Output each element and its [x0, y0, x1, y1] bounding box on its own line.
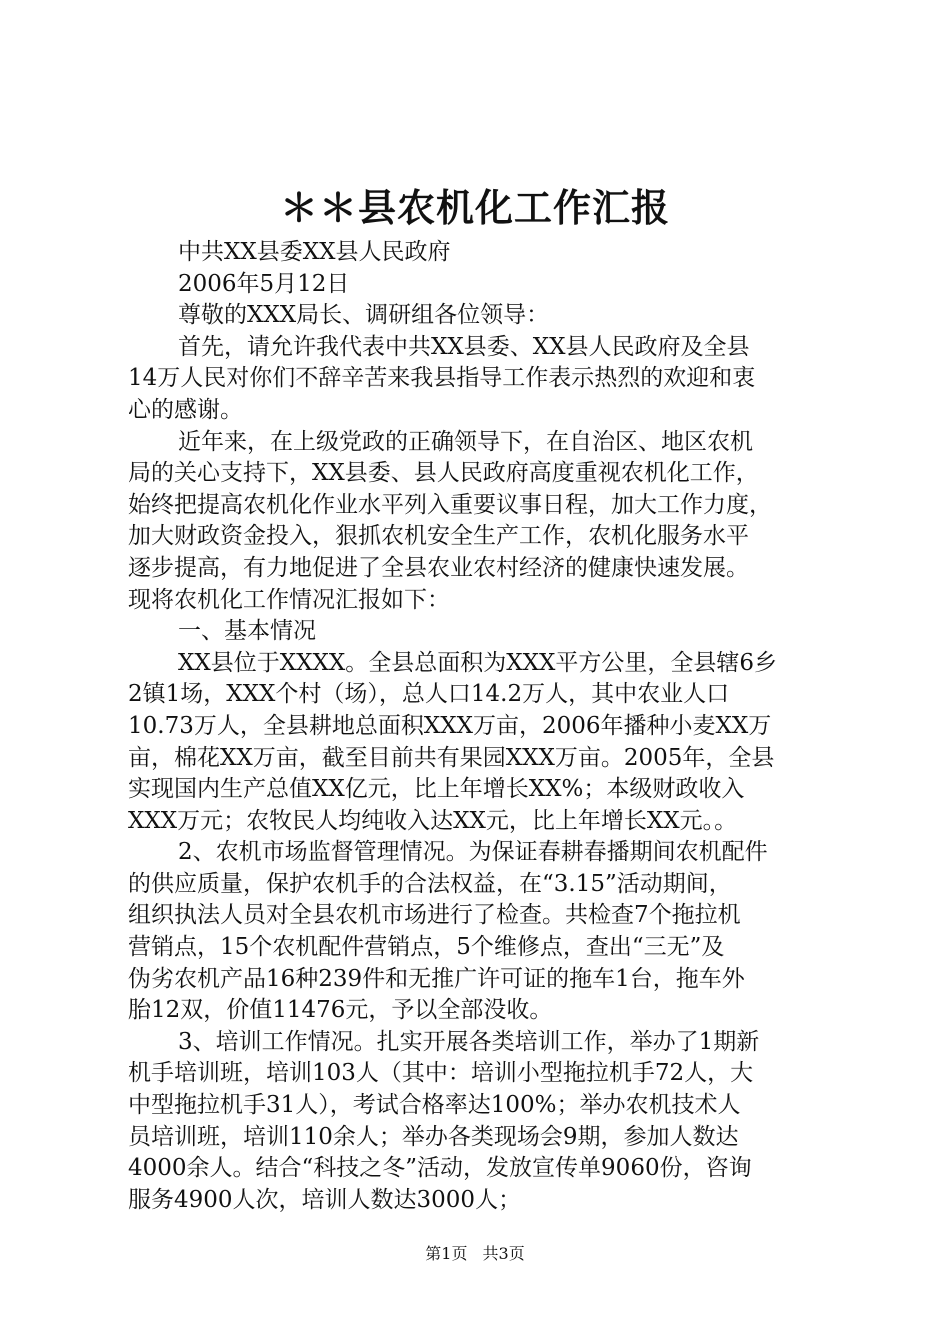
text-line: 2镇1场，XXX个村（场），总人口14.2万人，其中农业人口 — [128, 681, 730, 708]
text-line: 始终把提高农机化作业水平列入重要议事日程，加大工作力度， — [128, 491, 772, 518]
page-total: 共3页 — [482, 1244, 525, 1263]
text-line: 胎12双，价值11476元，予以全部没收。 — [128, 997, 553, 1024]
text-line: 中型拖拉机手31人），考试合格率达100%；举办农机技术人 — [128, 1092, 741, 1119]
text-line: 2、农机市场监督管理情况。为保证春耕春播期间农机配件 — [178, 839, 768, 866]
text-line: 14万人民对你们不辞辛苦来我县指导工作表示热烈的欢迎和衷 — [128, 365, 756, 392]
text-line: 机手培训班，培训103人（其中：培训小型拖拉机手72人，大 — [128, 1060, 754, 1087]
text-line: 实现国内生产总值XX亿元，比上年增长XX%；本级财政收入 — [128, 776, 745, 803]
text-line: 组织执法人员对全县农机市场进行了检查。共检查7个拖拉机 — [128, 902, 741, 929]
text-line: 伪劣农机产品16种239件和无推广许可证的拖车1台，拖车外 — [128, 965, 745, 992]
text-line: 近年来，在上级党政的正确领导下，在自治区、地区农机 — [178, 428, 753, 455]
text-line: 3、培训工作情况。扎实开展各类培训工作，举办了1期新 — [178, 1028, 760, 1055]
text-line: 2006年5月12日 — [178, 270, 350, 297]
text-line: 的供应质量，保护农机手的合法权益，在“3.15”活动期间， — [128, 870, 732, 897]
text-line: 亩，棉花XX万亩，截至目前共有果园XXX万亩。2005年，全县 — [128, 744, 775, 771]
text-line: 中共XX县委XX县人民政府 — [178, 239, 451, 265]
text-line: 员培训班，培训110余人；举办各类现场会9期，参加人数达 — [128, 1123, 739, 1150]
text-line: 服务4900人次，培训人数达3000人； — [128, 1186, 522, 1213]
text-line: 加大财政资金投入，狠抓农机安全生产工作，农机化服务水平 — [128, 523, 749, 550]
text-line: 尊敬的XXX局长、调研组各位领导： — [178, 302, 550, 329]
text-line: 心的感谢。 — [128, 396, 243, 423]
text-line: 逐步提高，有力地促进了全县农业农村经济的健康快速发展。 — [128, 554, 749, 581]
text-line: 局的关心支持下，XX县委、县人民政府高度重视农机化工作， — [128, 460, 759, 487]
text-line: 现将农机化工作情况汇报如下： — [128, 586, 450, 613]
text-line: 一、基本情况 — [178, 618, 316, 645]
document-title: ＊＊县农机化工作汇报 — [279, 185, 670, 230]
text-line: XXX万元；农牧民人均纯收入达XX元，比上年增长XX元。。 — [128, 807, 738, 834]
page-number: 第1页 — [425, 1244, 468, 1263]
text-line: 10.73万人，全县耕地总面积XXX万亩，2006年播种小麦XX万 — [128, 712, 772, 739]
document-body — [128, 237, 833, 1216]
text-line: 4000余人。结合“科技之冬”活动，发放宣传单9060份，咨询 — [128, 1155, 752, 1182]
text-line: XX县位于XXXX。全县总面积为XXX平方公里，全县辖6乡 — [178, 649, 777, 676]
text-line: 营销点，15个农机配件营销点，5个维修点，查出“三无”及 — [128, 934, 725, 961]
page-footer — [0, 1243, 950, 1265]
text-line: 首先，请允许我代表中共XX县委、XX县人民政府及全县 — [178, 333, 750, 360]
